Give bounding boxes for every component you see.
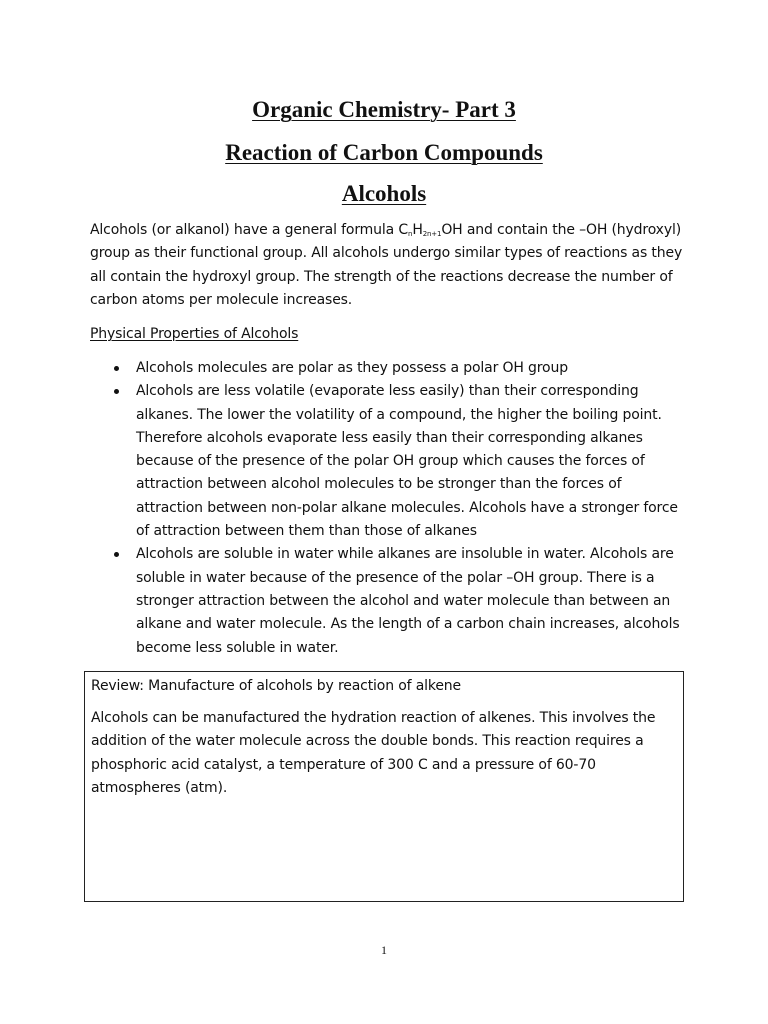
- list-item-text: Alcohols molecules are polar as they possess a polar OH group: [136, 360, 568, 376]
- section-title-alcohols: Alcohols: [341, 181, 427, 206]
- formula-hydrogen-subscript: 2n+1: [422, 230, 442, 238]
- review-box: [84, 671, 684, 902]
- intro-paragraph: [90, 219, 690, 312]
- page-number: 1: [381, 943, 387, 957]
- bullet-icon: [114, 552, 119, 557]
- document-title: Organic Chemistry- Part 3: [252, 97, 516, 122]
- intro-text-start: Alcohols (or alkanol) have a general formula: [90, 222, 399, 238]
- bullet-icon: [114, 366, 119, 371]
- bullet-icon: [114, 389, 119, 394]
- list-item: [90, 543, 690, 659]
- review-title: Review: Manufacture of alcohols by reaction of alkene: [91, 678, 461, 694]
- list-item: [90, 380, 690, 543]
- formula-hydroxyl: OH: [441, 222, 463, 238]
- list-item-text: Alcohols are less volatile (evaporate less easily) than their corresponding alkanes. The lower the volatility of a compound, the higher the boiling point. Therefore alcohols evaporate less easily than their corresponding alkanes because of the presence of the polar OH group which causes the forces of attraction between alcohol molecules to be stronger than the forces of attraction between non-polar alkane molecules. Alcohols have a stronger force of attraction between them than those of alkanes: [136, 383, 678, 540]
- formula-hydrogen: H: [412, 222, 423, 238]
- list-item: [90, 357, 690, 380]
- physical-properties-heading: Physical Properties of Alcohols: [90, 326, 299, 342]
- general-formula: [398, 222, 462, 238]
- intro-text-end: and contain the –OH (hydroxyl) group as their functional group. All alcohols undergo similar types of reactions as they all contain the hydroxyl group. The strength of the reactions decrease the number of carbon atoms per molecule increases.: [90, 222, 683, 308]
- list-item-text: Alcohols are soluble in water while alkanes are insoluble in water. Alcohols are soluble in water because of the presence of the polar –OH group. There is a stronger attraction between the alcohol and water molecule than between an alkane and water molecule. As the length of a carbon chain increases, alcohols become less soluble in water.: [136, 546, 680, 656]
- document-subtitle: Reaction of Carbon Compounds: [225, 140, 543, 165]
- formula-carbon: C: [398, 222, 409, 238]
- physical-properties-list: [90, 357, 690, 660]
- formula-carbon-subscript: n: [408, 230, 413, 238]
- review-text: Alcohols can be manufactured the hydration reaction of alkenes. This involves the addition of the water molecule across the double bonds. This reaction requires a phosphoric acid catalyst, a temperature of 300 C and a pressure of 60-70 atmospheres (atm).: [91, 710, 656, 796]
